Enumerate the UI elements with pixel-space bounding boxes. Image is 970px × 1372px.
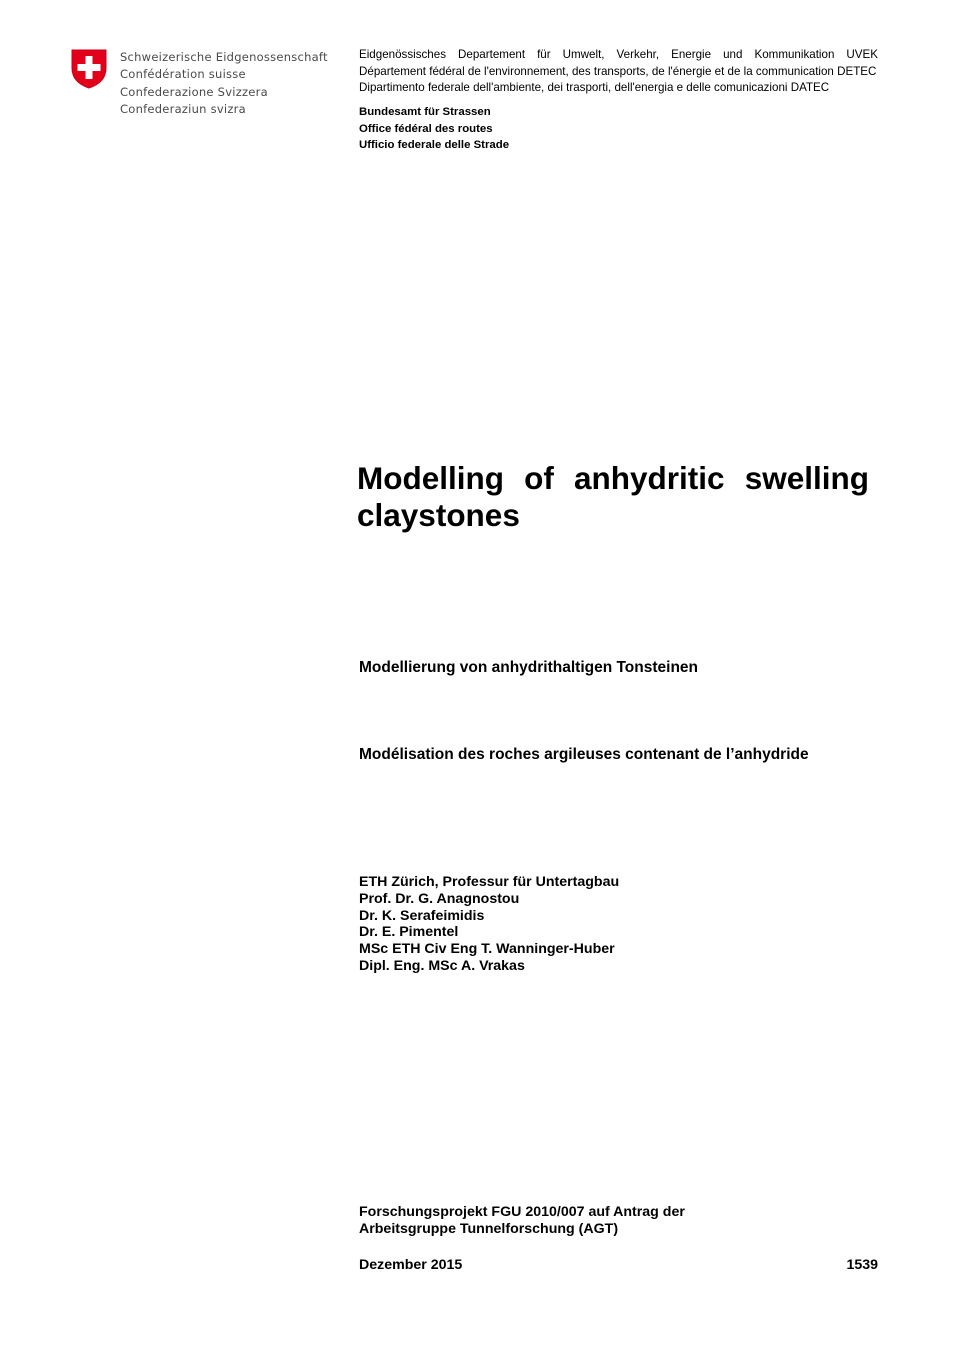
confederation-name-it: Confederazione Svizzera [120, 84, 268, 99]
report-title-line-2: claystones [357, 497, 520, 533]
confederation-name-fr: Confédération suisse [120, 67, 246, 82]
department-fr: Département fédéral de l'environnement, des transports, de l'énergie et de la communication DETEC [359, 64, 877, 78]
department-de: Eidgenössisches Departement für Umwelt, Verkehr, Energie und Kommunikation UVEK [359, 48, 878, 61]
research-project-block [359, 1204, 685, 1238]
author: Dr. K. Serafeimidis [359, 907, 485, 924]
swiss-coat-of-arms-icon [70, 48, 108, 90]
author: Dipl. Eng. MSc A. Vrakas [359, 957, 525, 974]
report-title [357, 460, 869, 534]
report-title-line-1: Modelling of anhydritic swelling [357, 460, 869, 496]
department-it: Dipartimento federale dell'ambiente, dei trasporti, dell'energia e delle comunicazioni DATEC [359, 81, 830, 95]
confederation-names [120, 49, 328, 119]
publication-date: Dezember 2015 [359, 1257, 463, 1273]
report-number: 1539 [846, 1257, 878, 1273]
author: MSc ETH Civ Eng T. Wanninger-Huber [359, 941, 615, 958]
authors-block [359, 874, 619, 975]
confederation-name-rm: Confederaziun svizra [120, 102, 246, 117]
subtitle-french: Modélisation des roches argileuses contenant de l’anhydride [359, 746, 809, 763]
author-institution: ETH Zürich, Professur für Untertagbau [359, 874, 620, 890]
author: Prof. Dr. G. Anagnostou [359, 890, 520, 907]
office-de: Bundesamt für Strassen [359, 106, 491, 118]
office-it: Ufficio federale delle Strade [359, 139, 510, 152]
project-line-2: Arbeitsgruppe Tunnelforschung (AGT) [359, 1220, 619, 1237]
office-fr: Office fédéral des routes [359, 122, 493, 135]
project-line-1: Forschungsprojekt FGU 2010/007 auf Antrag der [359, 1204, 685, 1220]
subtitle-german: Modellierung von anhydrithaltigen Tonsteinen [359, 659, 699, 676]
author: Dr. E. Pimentel [359, 924, 459, 941]
department-block [359, 47, 878, 97]
confederation-name-de: Schweizerische Eidgenossenschaft [120, 50, 328, 64]
federal-office-block [359, 104, 509, 154]
